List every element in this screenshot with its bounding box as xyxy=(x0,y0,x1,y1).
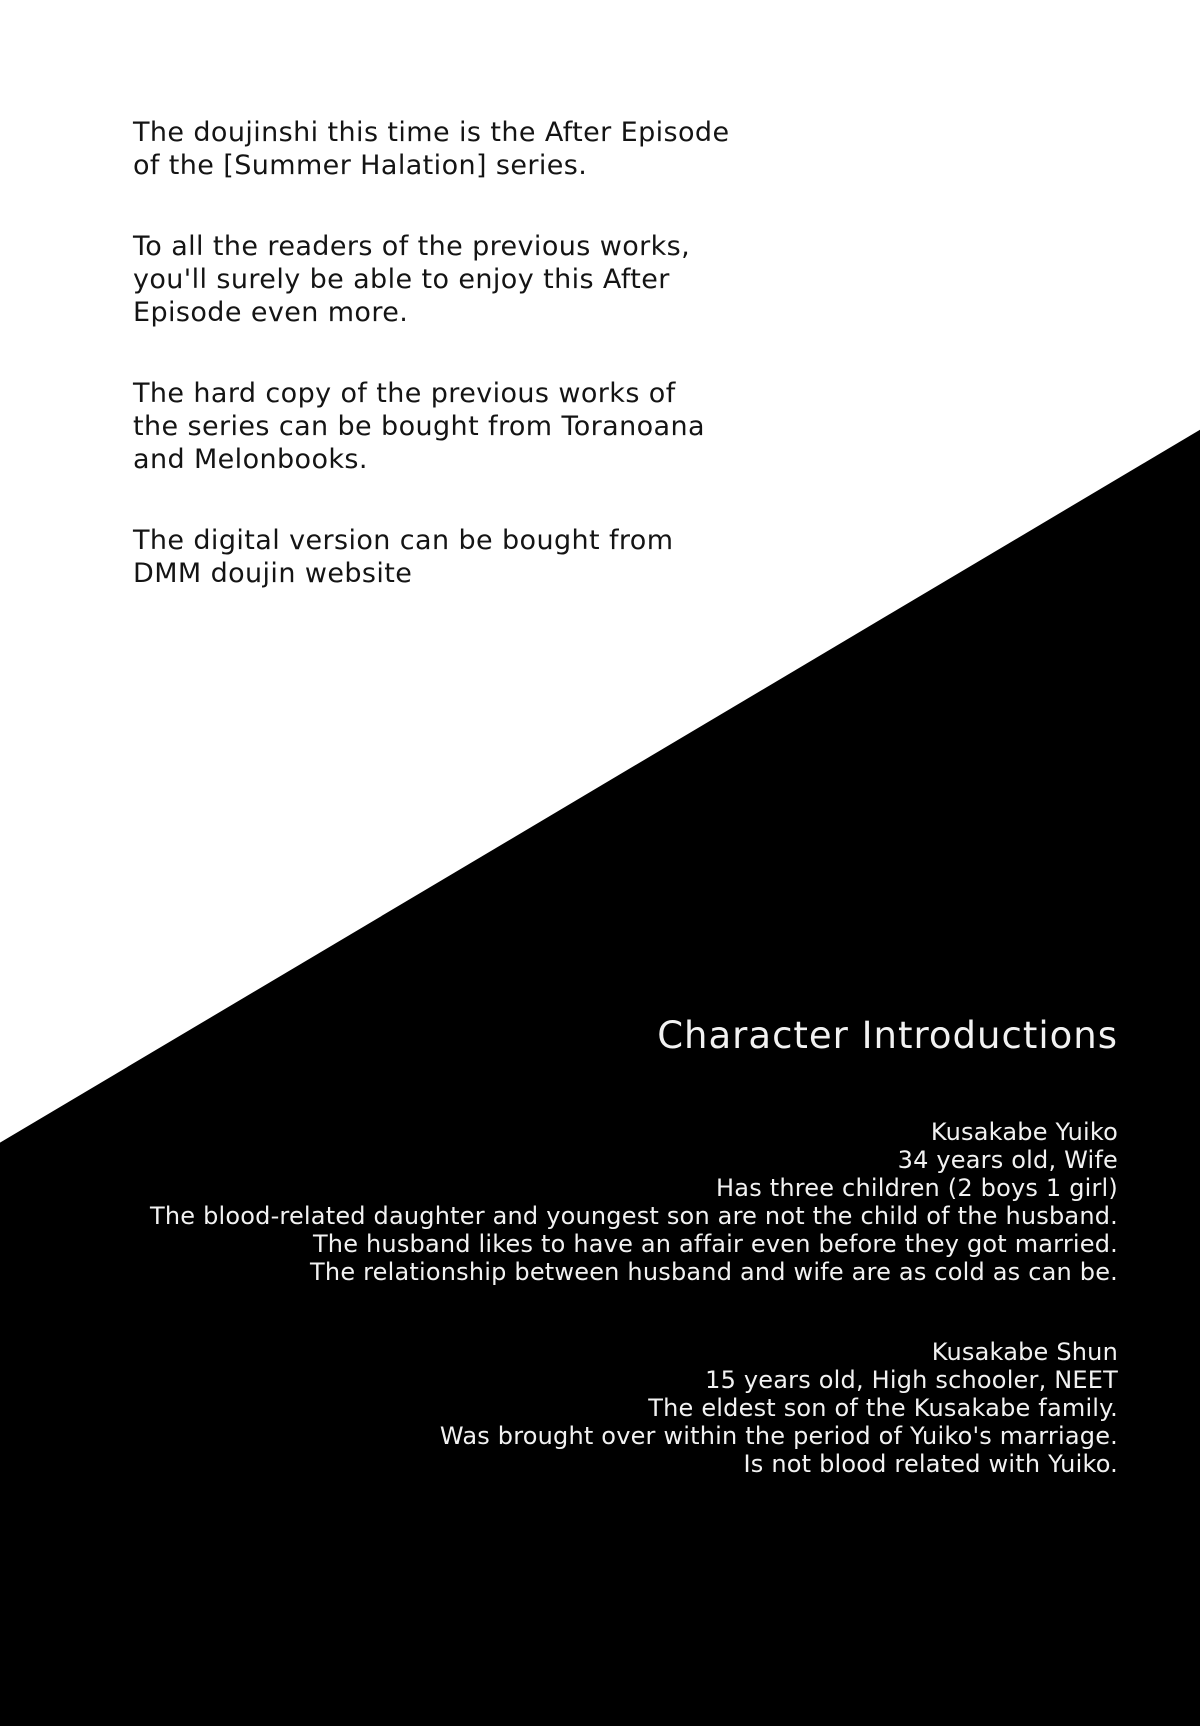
text-line: The doujinshi this time is the After Episode xyxy=(133,117,730,148)
section-title: Character Introductions xyxy=(657,1014,1118,1057)
text-line: Kusakabe Shun xyxy=(931,1338,1118,1366)
text-line: DMM doujin website xyxy=(133,558,413,589)
text-line: The hard copy of the previous works of xyxy=(133,378,676,409)
afterword-paragraph-4 xyxy=(133,524,729,590)
character-profile-kusakabe-shun xyxy=(150,1338,1118,1478)
text-line: Episode even more. xyxy=(133,297,409,328)
afterword-paragraph-2 xyxy=(133,230,729,329)
text-line: of the [Summer Halation] series. xyxy=(133,150,588,181)
character-introductions-section xyxy=(150,1014,1118,1478)
afterword-paragraph-3 xyxy=(133,377,729,476)
text-line: 15 years old, High schooler, NEET xyxy=(705,1366,1118,1394)
text-line: you'll surely be able to enjoy this After xyxy=(133,264,670,295)
text-line: The husband likes to have an affair even before they got married. xyxy=(312,1230,1118,1258)
text-line: 34 years old, Wife xyxy=(897,1146,1118,1174)
text-line: Is not blood related with Yuiko. xyxy=(743,1450,1118,1478)
text-line: The blood-related daughter and youngest son are not the child of the husband. xyxy=(150,1202,1118,1230)
afterword-text xyxy=(133,116,729,638)
text-line: Was brought over within the period of Yuiko's marriage. xyxy=(439,1422,1118,1450)
text-line: the series can be bought from Toranoana xyxy=(133,411,705,442)
text-line: Kusakabe Yuiko xyxy=(930,1118,1118,1146)
afterword-paragraph-1 xyxy=(133,116,729,182)
text-line: Has three children (2 boys 1 girl) xyxy=(716,1174,1118,1202)
text-line: The eldest son of the Kusakabe family. xyxy=(648,1394,1118,1422)
text-line: To all the readers of the previous works, xyxy=(133,231,691,262)
text-line: The digital version can be bought from xyxy=(133,525,674,556)
text-line: The relationship between husband and wife are as cold as can be. xyxy=(310,1258,1118,1286)
text-line: and Melonbooks. xyxy=(133,444,368,475)
character-profile-kusakabe-yuiko xyxy=(150,1118,1118,1286)
